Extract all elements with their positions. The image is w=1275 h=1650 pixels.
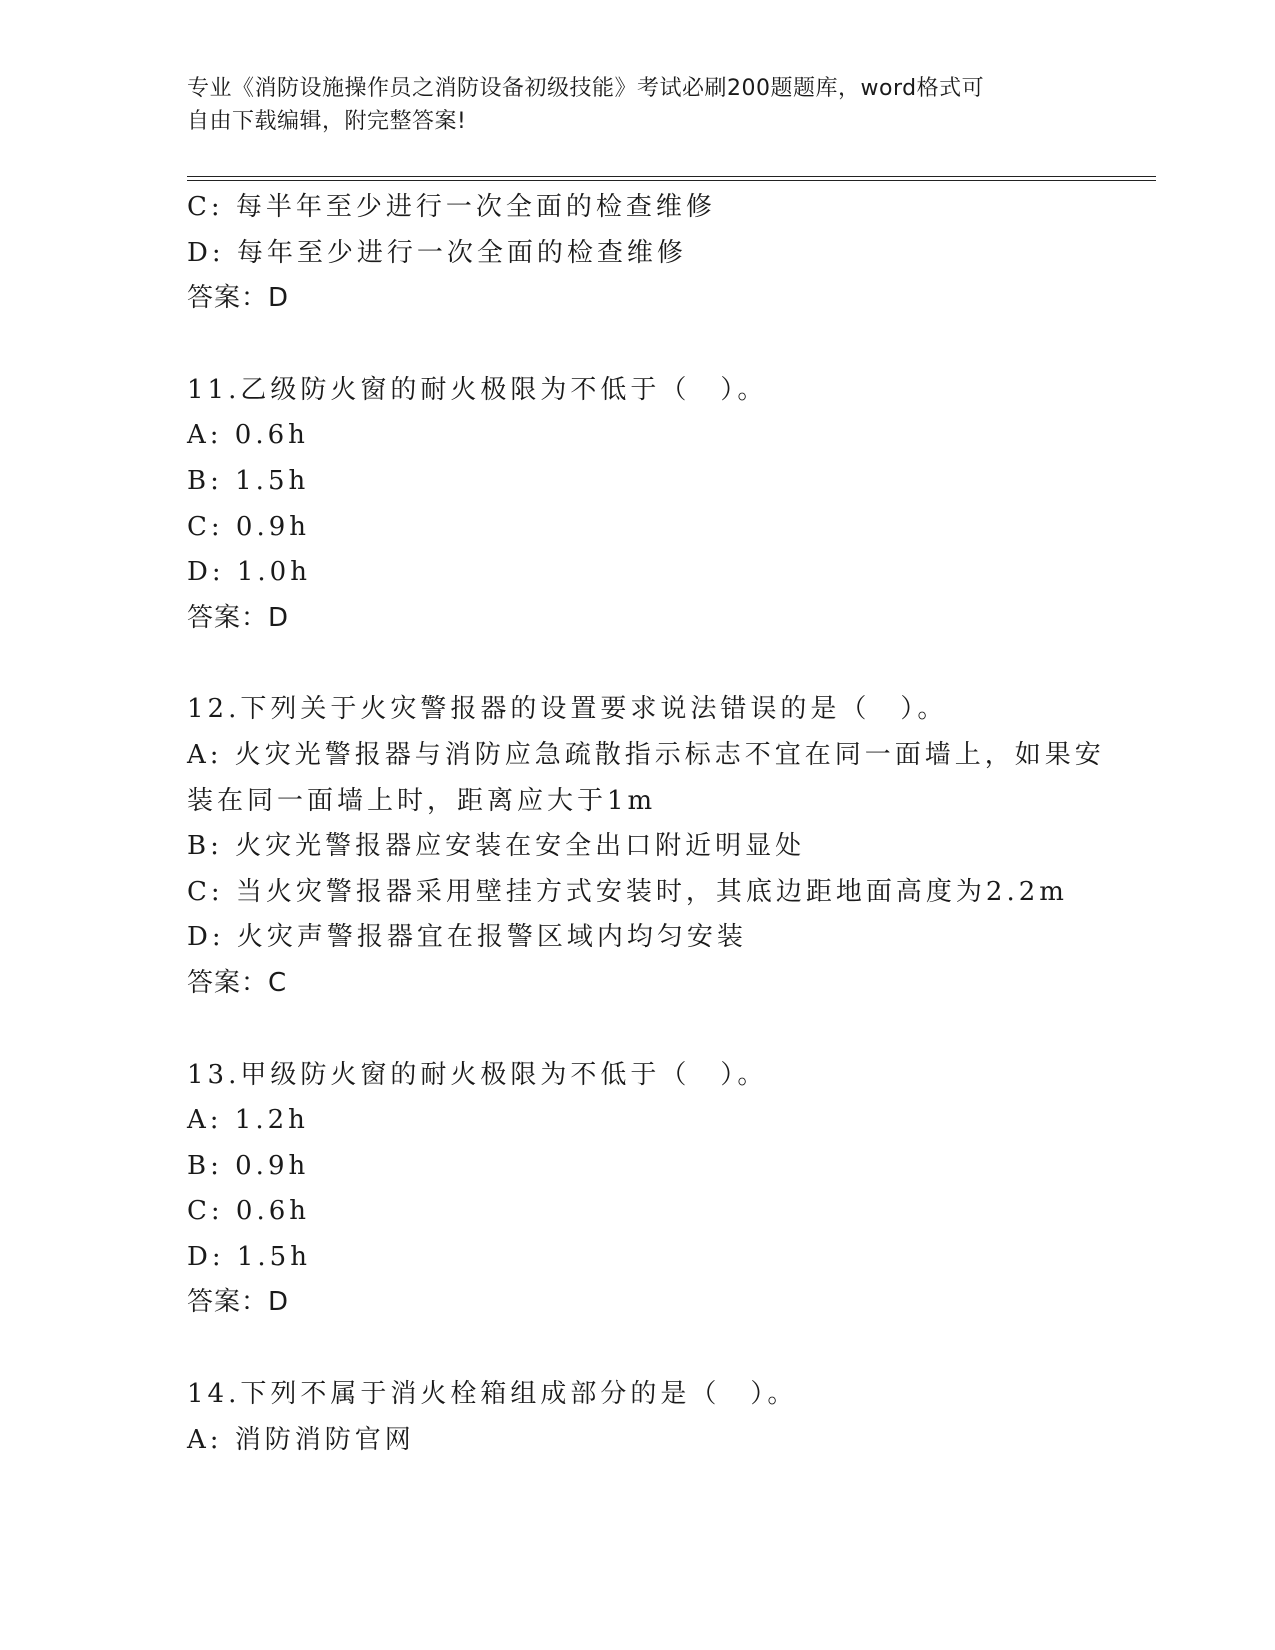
header-line-2: 自由下载编辑，附完整答案!	[187, 109, 467, 134]
question-block-13	[187, 1053, 1147, 1327]
option-b: B: 火灾光警报器应安装在安全出口附近明显处	[187, 831, 806, 862]
answer-line: 答案：D	[187, 1287, 290, 1318]
question-stem: 13.甲级防火窗的耐火极限为不低于（ ）。	[187, 1059, 768, 1090]
answer-line: 答案：C	[187, 967, 288, 998]
option-a-continued: 装在同一面墙上时，距离应大于1m	[187, 785, 657, 816]
option-d: D: 1.0h	[187, 557, 311, 588]
answer-line: 答案：D	[187, 602, 290, 633]
option-d: D: 1.5h	[187, 1241, 311, 1272]
question-stem: 14.下列不属于消火栓箱组成部分的是（ ）。	[187, 1379, 798, 1410]
option-a: A: 消防消防官网	[187, 1424, 415, 1455]
option-d: D: 每年至少进行一次全面的检查维修	[187, 237, 687, 268]
document-body	[187, 185, 1147, 1463]
header-line-1: 专业《消防设施操作员之消防设备初级技能》考试必刷200题题库，word格式可	[187, 76, 985, 101]
question-block-14	[187, 1372, 1147, 1463]
option-d: D: 火灾声警报器宜在报警区域内均匀安装	[187, 922, 747, 953]
question-stem: 11.乙级防火窗的耐火极限为不低于（ ）。	[187, 374, 768, 405]
option-c: C: 每半年至少进行一次全面的检查维修	[187, 192, 716, 222]
question-block-11	[187, 368, 1147, 642]
question-block-12	[187, 687, 1147, 1006]
header-divider	[187, 176, 1156, 181]
option-a: A: 火灾光警报器与消防应急疏散指示标志不宜在同一面墙上，如果安	[187, 739, 1105, 770]
option-c: C: 当火灾警报器采用壁挂方式安装时，其底边距地面高度为2.2m	[187, 876, 1068, 907]
option-c: C: 0.6h	[187, 1196, 311, 1227]
option-a: A: 0.6h	[187, 420, 309, 451]
question-stem: 12.下列关于火灾警报器的设置要求说法错误的是（ ）。	[187, 694, 948, 725]
document-header	[187, 72, 1087, 138]
option-b: B: 0.9h	[187, 1150, 310, 1181]
option-c: C: 0.9h	[187, 511, 311, 542]
option-b: B: 1.5h	[187, 465, 310, 496]
answer-line: 答案：D	[187, 283, 290, 314]
option-a: A: 1.2h	[187, 1105, 309, 1136]
question-block-10-tail	[187, 185, 1147, 322]
